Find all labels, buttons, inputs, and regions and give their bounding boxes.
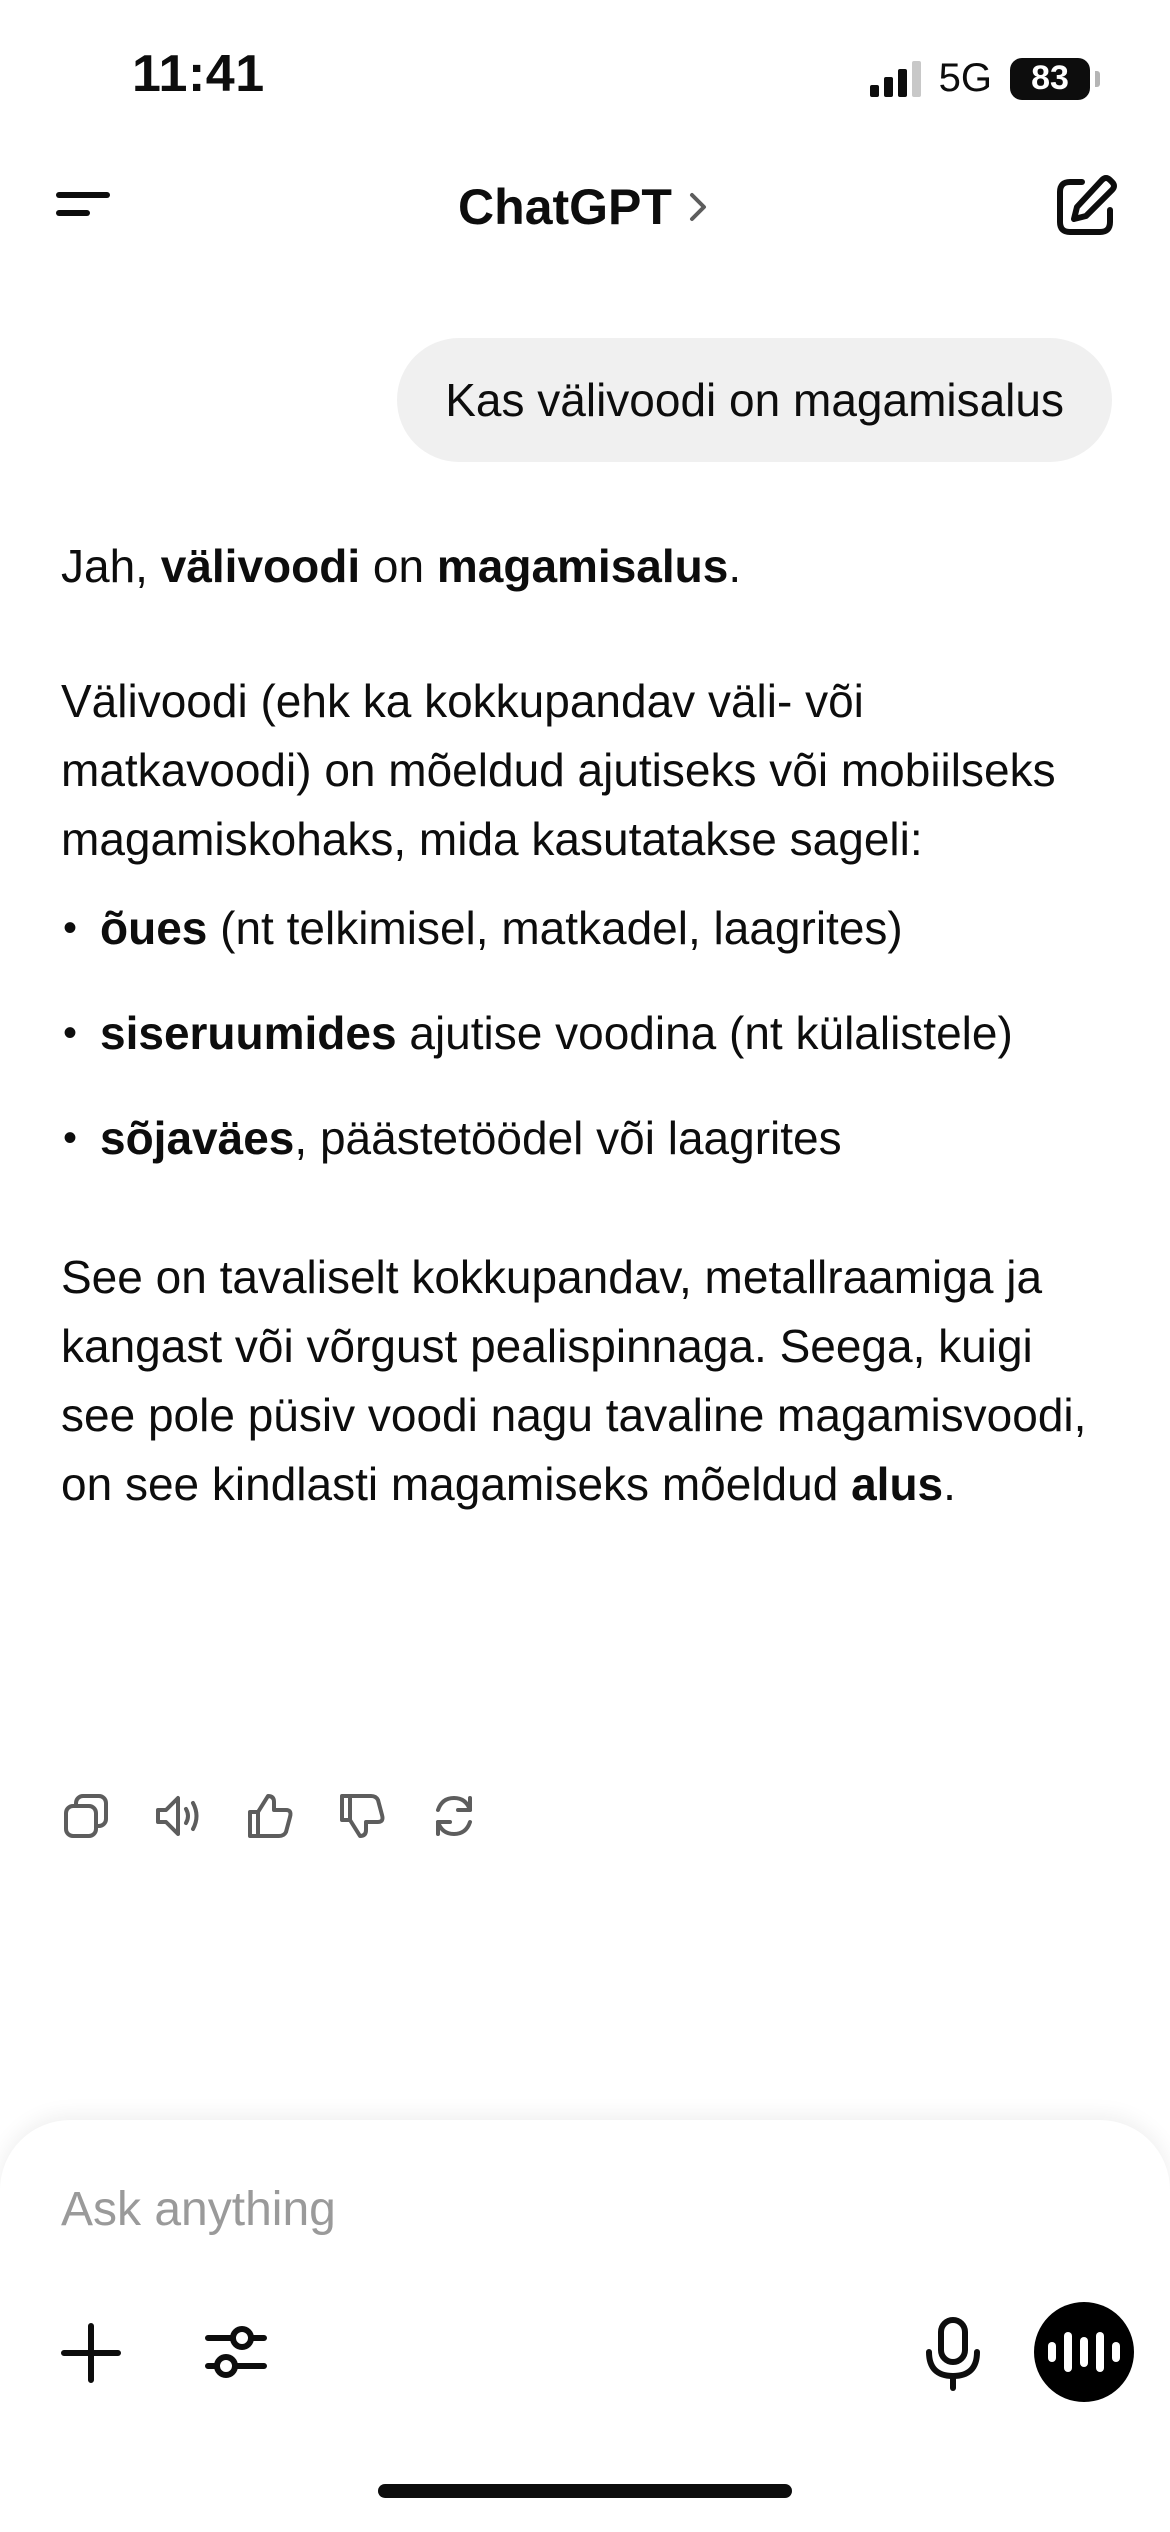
assistant-paragraph-3: See on tavaliselt kokkupandav, metallraamiga ja kangast või võrgust pealispinnaga. Seega, kuigi see pole püsiv voodi nagu tavaline magamisvoodi, on see kindlasti magamiseks mõeldud alus. bbox=[61, 1251, 1087, 1510]
list-item: • sõjaväes, päästetöödel või laagrites bbox=[61, 1104, 1111, 1173]
list-item: • siseruumides ajutise voodina (nt külalistele) bbox=[61, 999, 1111, 1068]
model-selector[interactable] bbox=[0, 178, 1170, 236]
signal-icon bbox=[870, 61, 921, 97]
composer bbox=[0, 2120, 1170, 2532]
message-actions bbox=[60, 1790, 480, 1842]
assistant-paragraph-2: Välivoodi (ehk ka kokkupandav väli- või matkavoodi) on mõeldud ajutiseks või mobiilseks magamiskohaks, mida kasutatakse sageli: bbox=[61, 675, 1056, 865]
new-chat-icon[interactable] bbox=[1052, 174, 1118, 240]
assistant-message bbox=[61, 532, 1111, 1585]
waveform-icon bbox=[1048, 2342, 1056, 2362]
assistant-bullet-list bbox=[61, 894, 1111, 1173]
status-bar bbox=[0, 0, 1170, 150]
top-nav bbox=[0, 160, 1170, 250]
battery-icon bbox=[1010, 58, 1090, 100]
chevron-right-icon bbox=[686, 187, 712, 227]
message-input[interactable] bbox=[61, 2182, 961, 2237]
list-item: • õues (nt telkimisel, matkadel, laagrites) bbox=[61, 894, 1111, 963]
app-title: ChatGPT bbox=[458, 179, 672, 235]
status-time: 11:41 bbox=[132, 45, 265, 103]
plus-icon[interactable] bbox=[56, 2318, 126, 2388]
user-message-bubble: Kas välivoodi on magamisalus bbox=[397, 338, 1112, 462]
thumbs-up-icon[interactable] bbox=[244, 1790, 296, 1842]
thumbs-down-icon[interactable] bbox=[336, 1790, 388, 1842]
assistant-paragraph-1: Jah, välivoodi on magamisalus. bbox=[61, 540, 742, 592]
tools-icon[interactable] bbox=[200, 2316, 272, 2388]
home-indicator bbox=[378, 2484, 792, 2498]
voice-mode-button[interactable] bbox=[1034, 2302, 1134, 2402]
battery-level: 83 bbox=[1031, 59, 1069, 97]
status-indicators bbox=[870, 56, 1090, 101]
network-label: 5G bbox=[938, 56, 992, 100]
read-aloud-icon[interactable] bbox=[152, 1790, 204, 1842]
copy-icon[interactable] bbox=[60, 1790, 112, 1842]
microphone-icon[interactable] bbox=[920, 2316, 986, 2392]
regenerate-icon[interactable] bbox=[428, 1790, 480, 1842]
